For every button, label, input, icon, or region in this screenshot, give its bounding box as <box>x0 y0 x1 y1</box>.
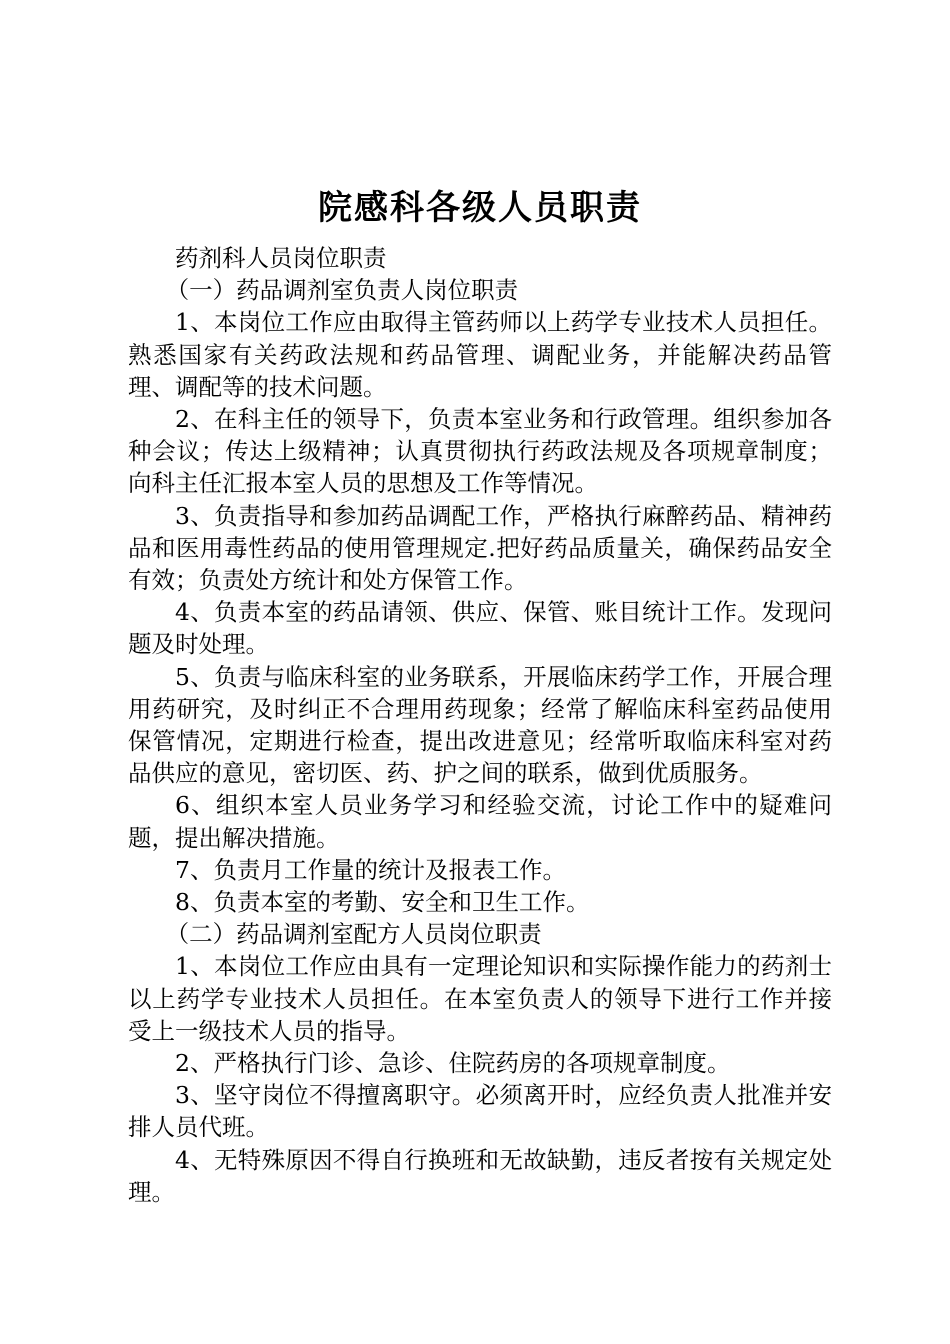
document-page <box>128 182 832 1208</box>
duty-paragraph: 2、严格执行门诊、急诊、住院药房的各项规章制度。 <box>175 1049 731 1078</box>
duty-paragraph: 4、无特殊原因不得自行换班和无故缺勤，违反者按有关规定处理。 <box>128 1145 832 1206</box>
duty-paragraph: 4、负责本室的药品请领、供应、保管、账目统计工作。发现问题及时处理。 <box>128 598 832 659</box>
duty-paragraph: 3、负责指导和参加药品调配工作，严格执行麻醉药品、精神药品和医用毒性药品的使用管理规定.把好药品质量关，确保药品安全有效；负责处方统计和处方保管工作。 <box>128 501 832 595</box>
section-heading-pharmacy-duties: 药剂科人员岗位职责 <box>175 244 387 272</box>
duty-paragraph: 8、负责本室的考勤、安全和卫生工作。 <box>175 888 590 917</box>
duty-paragraph: 1、本岗位工作应由具有一定理论知识和实际操作能力的药剂士以上药学专业技术人员担任。在本室负责人的领导下进行工作并接受上一级技术人员的指导。 <box>128 952 832 1045</box>
subsection-heading-2: （二）药品调剂室配方人员岗位职责 <box>165 920 542 949</box>
duty-paragraph: 7、负责月工作量的统计及报表工作。 <box>175 855 566 884</box>
duty-paragraph: 2、在科主任的领导下，负责本室业务和行政管理。组织参加各种会议；传达上级精神；认真贯彻执行药政法规及各项规章制度；向科主任汇报本室人员的思想及工作等情况。 <box>128 405 832 498</box>
duty-paragraph: 3、坚守岗位不得擅离职守。必须离开时，应经负责人批准并安排人员代班。 <box>128 1081 832 1142</box>
duty-paragraph: 6、组织本室人员业务学习和经验交流，讨论工作中的疑难问题，提出解决措施。 <box>128 791 832 852</box>
duty-paragraph: 5、负责与临床科室的业务联系，开展临床药学工作，开展合理用药研究，及时纠正不合理用药现象；经常了解临床科室药品使用保管情况，定期进行检查，提出改进意见；经常听取临床科室对药品供应的意见，密切医、药、护之间的联系，做到优质服务。 <box>128 662 832 788</box>
document-title: 院感科各级人员职责 <box>318 188 642 228</box>
duty-paragraph: 1、本岗位工作应由取得主管药师以上药学专业技术人员担任。熟悉国家有关药政法规和药品管理、调配业务，并能解决药品管理、调配等的技术问题。 <box>128 308 832 401</box>
subsection-heading-1: （一）药品调剂室负责人岗位职责 <box>165 276 519 305</box>
